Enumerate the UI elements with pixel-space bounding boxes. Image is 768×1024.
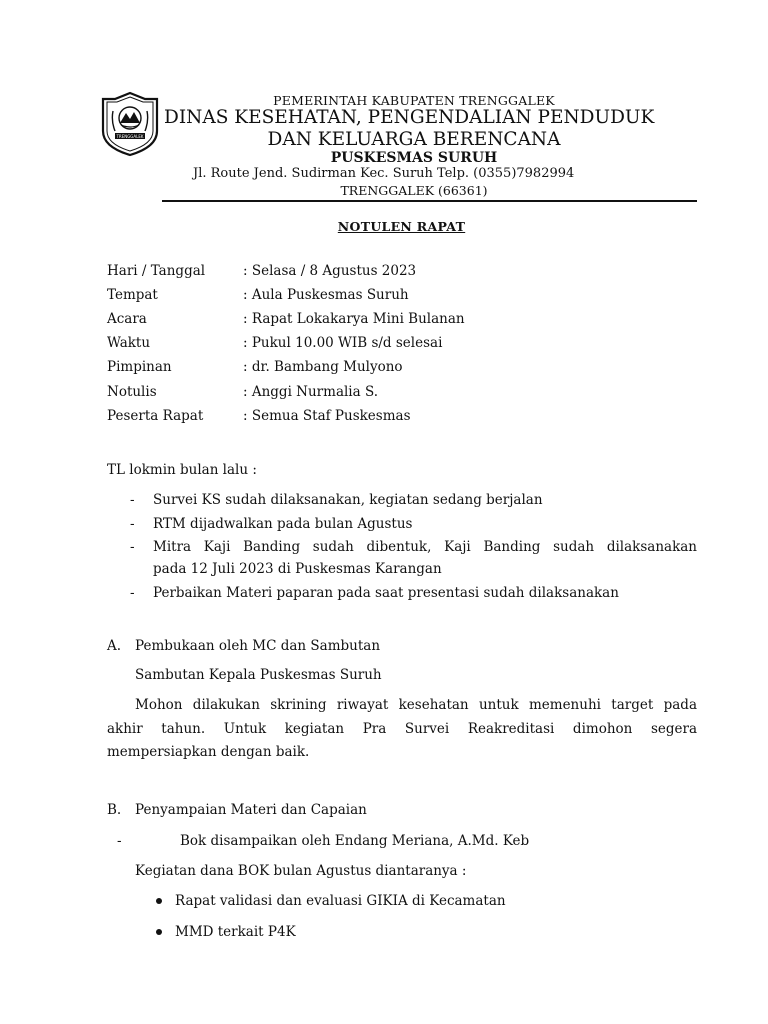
agency-name-line2: DAN KELUARGA BERENCANA [267,129,561,150]
tl-item: Mitra Kaji Banding sudah dibentuk, Kaji Banding sudah dilaksanakan [153,539,697,555]
government-name: PEMERINTAH KABUPATEN TRENGGALEK [273,93,555,108]
section-b-presenter: Bok disampaikan oleh Endang Meriana, A.Md. Keb [180,833,530,849]
bullet-icon [156,898,162,904]
section-a-paragraph-line: mempersiapkan dengan baik. [107,744,310,760]
tl-item-continued: pada 12 Juli 2023 di Puskesmas Karangan [153,561,442,577]
logo-text: TRENGGALEK [116,133,144,139]
info-label: Notulis [107,384,157,400]
info-value: : Semua Staf Puskesmas [243,408,411,424]
section-a-paragraph-line: Mohon dilakukan skrining riwayat kesehatan untuk memenuhi target pada [135,697,697,713]
info-value: : dr. Bambang Mulyono [243,359,403,375]
section-b-intro: Kegiatan dana BOK bulan Agustus diantaranya : [135,863,467,879]
list-dash: - [130,539,135,555]
city-line: TRENGGALEK (66361) [340,183,488,198]
tl-item: RTM dijadwalkan pada bulan Agustus [153,516,413,532]
info-value: : Selasa / 8 Agustus 2023 [243,263,417,279]
tl-item: Perbaikan Materi paparan pada saat presentasi sudah dilaksanakan [153,585,619,601]
section-b-marker: B. [107,802,122,818]
section-a-subheading: Sambutan Kepala Puskesmas Suruh [135,667,382,683]
address-line: Jl. Route Jend. Sudirman Kec. Suruh Telp. (0355)7982994 [193,166,575,181]
info-label: Hari / Tanggal [107,263,206,279]
tl-item: Survei KS sudah dilaksanakan, kegiatan sedang berjalan [153,492,543,508]
section-b-bullet-item: Rapat validasi dan evaluasi GIKIA di Kecamatan [175,893,506,909]
info-value: : Anggi Nurmalia S. [243,384,379,400]
info-value: : Rapat Lokakarya Mini Bulanan [243,311,465,327]
list-dash: - [130,492,135,508]
section-b-bullet-item: MMD terkait P4K [175,924,296,940]
list-dash: - [130,585,135,601]
letterhead-divider [162,200,697,202]
bullet-icon [156,929,162,935]
list-dash: - [130,516,135,532]
info-label: Acara [107,311,147,327]
section-a-marker: A. [107,638,122,654]
section-a-paragraph-line: akhir tahun. Untuk kegiatan Pra Survei Reakreditasi dimohon segera [107,721,697,737]
tl-heading: TL lokmin bulan lalu : [107,462,257,478]
info-label: Peserta Rapat [107,408,204,424]
list-dash: - [117,833,122,849]
section-b-heading: Penyampaian Materi dan Capaian [135,802,367,818]
info-label: Pimpinan [107,359,172,375]
info-value: : Pukul 10.00 WIB s/d selesai [243,335,443,351]
document-title: NOTULEN RAPAT [337,219,466,234]
unit-name: PUSKESMAS SURUH [330,150,498,166]
agency-name-line1: DINAS KESEHATAN, PENGENDALIAN PENDUDUK [164,107,655,128]
section-a-heading: Pembukaan oleh MC dan Sambutan [135,638,381,654]
info-value: : Aula Puskesmas Suruh [243,287,409,303]
info-label: Tempat [107,287,158,303]
info-label: Waktu [107,335,151,351]
